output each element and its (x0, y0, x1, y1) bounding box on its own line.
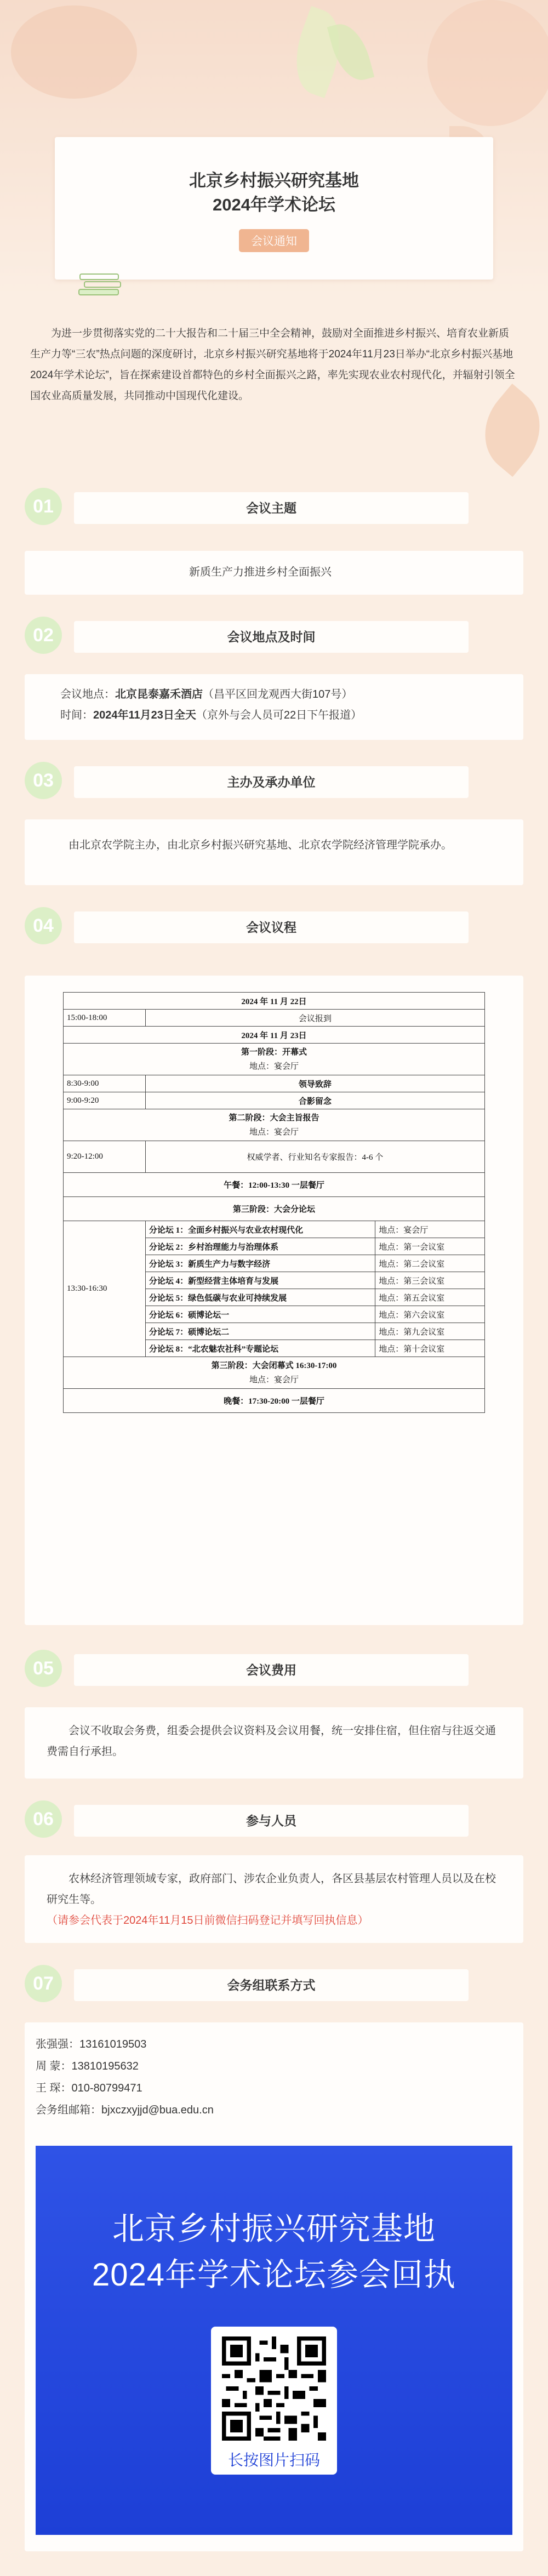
qr-card[interactable] (211, 2327, 337, 2475)
forum-room: 地点：第六会议室 (375, 1306, 485, 1323)
forum-name: 分论坛 5：绿色低碳与农业可持续发展 (145, 1289, 375, 1306)
contact-line: 张强强：13161019503 (36, 2038, 147, 2050)
table-row (64, 1075, 485, 1092)
agenda-table (63, 992, 485, 1413)
venue-place-note: （昌平区回龙观西大街107号） (203, 688, 353, 700)
table-cell: 第三阶段：大会分论坛 (64, 1197, 485, 1221)
forum-name: 分论坛 2：乡村治理能力与治理体系 (145, 1238, 375, 1255)
section-05-header (25, 1650, 523, 1690)
forum-name: 分论坛 1：全面乡村振兴与农业农村现代化 (145, 1221, 375, 1238)
table-row (64, 1141, 485, 1173)
section-03-header (25, 762, 523, 802)
fee-box (25, 1707, 523, 1779)
section-title: 会务组联系方式 (74, 1969, 469, 2001)
table-row (64, 993, 485, 1010)
section-number-badge: 02 (25, 617, 62, 654)
table-cell: 13:30-16:30 (64, 1221, 146, 1357)
venue-place (60, 684, 523, 705)
venue-time (60, 705, 523, 726)
forum-room: 地点：第五会议室 (375, 1289, 485, 1306)
leaf-decoration (427, 0, 548, 126)
section-07-header (25, 1965, 523, 2005)
section-02-header (25, 617, 523, 657)
contact-line: 王 琛：010-80799471 (36, 2082, 142, 2094)
forum-name: 分论坛 7：硕博论坛二 (145, 1323, 375, 1340)
table-cell: 2024 年 11 月 23日 (64, 1027, 485, 1044)
section-number-badge: 04 (25, 907, 62, 944)
leaf-decoration (11, 5, 137, 99)
participants-note: （请参会代表于2024年11月15日前微信扫码登记并填写回执信息） (47, 1914, 369, 1927)
fee-text: 会议不收取会务费，组委会提供会议资料及会议用餐，统一安排住宿，但住宿与往返交通费需自行承担。 (47, 1725, 496, 1758)
section-title: 会议地点及时间 (74, 621, 469, 653)
theme-text: 新质生产力推进乡村全面振兴 (189, 566, 332, 578)
qr-label: 长按图片扫码 (227, 2452, 320, 2469)
section-06-header (25, 1800, 523, 1841)
forum-room: 地点：第九会议室 (375, 1323, 485, 1340)
table-cell: 15:00-18:00 (64, 1010, 146, 1027)
contact-email: 会务组邮箱：bjxczxyjjd@bua.edu.cn (36, 2104, 214, 2116)
table-row (64, 1221, 485, 1238)
venue-box (25, 674, 523, 740)
poster-title-line-1: 北京乡村振兴研究基地 (112, 2211, 436, 2247)
section-04-header (25, 907, 523, 948)
qr-poster[interactable] (36, 2146, 512, 2535)
table-cell: 合影留念 (145, 1092, 484, 1109)
table-row (64, 1027, 485, 1044)
contact-line: 周 蒙：13810195632 (36, 2060, 139, 2072)
section-title: 参与人员 (74, 1805, 469, 1837)
table-cell: 9:00-9:20 (64, 1092, 146, 1109)
table-cell: 2024 年 11 月 22日 (64, 993, 485, 1010)
forum-name: 分论坛 8：“北农魅农社科”专题论坛 (145, 1340, 375, 1357)
section-number-badge: 06 (25, 1800, 62, 1838)
section-number-badge: 07 (25, 1965, 62, 2002)
poster-title-line-2: 2024年学术论坛参会回执 (92, 2257, 456, 2293)
table-cell: 晚餐：17:30-20:00 一层餐厅 (64, 1389, 485, 1413)
books-icon (77, 269, 126, 301)
title-card (55, 137, 493, 280)
table-row (64, 1197, 485, 1221)
table-cell: 权威学者、行业知名专家报告：4-6 个 (145, 1141, 484, 1173)
table-cell: 领导致辞 (145, 1075, 484, 1092)
intro-paragraph: 为进一步贯彻落实党的二十大报告和二十届三中全会精神，鼓励对全面推进乡村振兴、培育农业新质生产力等“三农”热点问题的深度研讨，北京乡村振兴研究基地将于2024年11月23日举办“北京乡村振兴基地2024年学术论坛”，旨在探索建设首都特色的乡村全面振兴之路，率先实现农业农村现代化，并辐射引领全国农业高质量发展，共同推动中国现代化建设。 (30, 328, 515, 402)
venue-time-label: 时间： (60, 709, 93, 721)
table-cell: 第一阶段：开幕式 地点：宴会厅 (64, 1044, 485, 1075)
participants-box (25, 1855, 523, 1943)
table-row (64, 1173, 485, 1197)
title-line-1: 北京乡村振兴研究基地 (189, 171, 359, 190)
venue-time-note: （京外与会人员可22日下午报道） (196, 709, 362, 721)
participants-text: 农林经济管理领域专家，政府部门、涉农企业负责人，各区县基层农村管理人员以及在校研究生等。 (47, 1873, 496, 1906)
table-cell: 第三阶段：大会闭幕式 16:30-17:00 地点：宴会厅 (64, 1357, 485, 1389)
title-line-2: 2024年学术论坛 (213, 195, 335, 214)
section-title: 会议主题 (74, 492, 469, 524)
table-cell: 9:20-12:00 (64, 1141, 146, 1173)
forum-name: 分论坛 4：新型经营主体培育与发展 (145, 1272, 375, 1289)
venue-time-value: 2024年11月23日全天 (93, 709, 196, 721)
table-cell: 第二阶段：大会主旨报告 地点：宴会厅 (64, 1109, 485, 1141)
qr-code-icon[interactable] (222, 2336, 326, 2441)
section-title: 会议议程 (74, 911, 469, 943)
venue-place-label: 会议地点： (60, 688, 115, 700)
section-title: 主办及承办单位 (74, 766, 469, 798)
section-number-badge: 01 (25, 488, 62, 525)
table-cell: 8:30-9:00 (64, 1075, 146, 1092)
section-01-header (25, 488, 523, 528)
section-number-badge: 03 (25, 762, 62, 799)
forum-name: 分论坛 6：硕博论坛一 (145, 1306, 375, 1323)
table-row (64, 1044, 485, 1075)
section-number-badge: 05 (25, 1650, 62, 1687)
table-row (64, 1357, 485, 1389)
forum-room: 地点：宴会厅 (375, 1221, 485, 1238)
table-row (64, 1109, 485, 1141)
notice-badge: 会议通知 (239, 229, 309, 252)
table-cell: 午餐：12:00-13:30 一层餐厅 (64, 1173, 485, 1197)
table-row (64, 1092, 485, 1109)
forum-room: 地点：第一会议室 (375, 1238, 485, 1255)
organizers-box (25, 819, 523, 885)
forum-room: 地点：第二会议室 (375, 1255, 485, 1272)
theme-box (25, 551, 523, 595)
forum-name: 分论坛 3：新质生产力与数字经济 (145, 1255, 375, 1272)
forum-room: 地点：第十会议室 (375, 1340, 485, 1357)
organizers-text: 由北京农学院主办，由北京乡村振兴研究基地、北京农学院经济管理学院承办。 (68, 839, 452, 851)
table-cell: 会议报到 (145, 1010, 484, 1027)
venue-place-name: 北京昆泰嘉禾酒店 (115, 688, 203, 700)
forum-room: 地点：第三会议室 (375, 1272, 485, 1289)
table-row (64, 1010, 485, 1027)
section-title: 会议费用 (74, 1654, 469, 1686)
table-row (64, 1389, 485, 1413)
